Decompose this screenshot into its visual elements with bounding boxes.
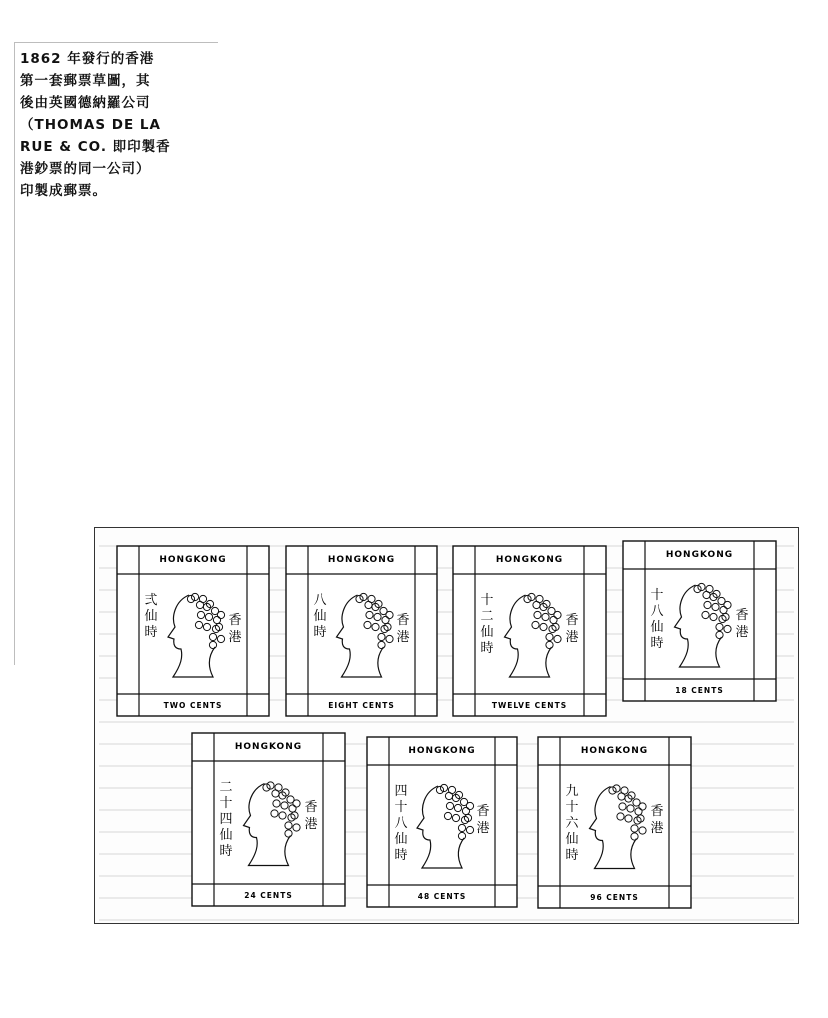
stamp-chinese-value-char: 十 bbox=[219, 796, 233, 811]
stamp-chinese-place-char: 香 bbox=[304, 800, 318, 815]
stamp-value: 24 CENTS bbox=[244, 891, 293, 900]
stamp-sketch-drawing bbox=[95, 528, 798, 923]
stamp-heading: HONGKONG bbox=[580, 746, 649, 756]
stamp-chinese-value-char: 仙 bbox=[565, 832, 579, 847]
stamp-chinese-value-char: 八 bbox=[394, 816, 408, 831]
stamp-chinese-value-char: 八 bbox=[650, 604, 664, 619]
caption-left-rule bbox=[14, 42, 15, 665]
stamp-frame bbox=[538, 737, 691, 908]
caption-top-rule bbox=[14, 42, 218, 43]
stamp-value: 48 CENTS bbox=[417, 892, 467, 901]
stamp-chinese-place-char: 香 bbox=[735, 608, 749, 623]
stamp-value: TWELVE CENTS bbox=[491, 701, 568, 710]
stamp-chinese-place-char: 香 bbox=[228, 613, 242, 628]
stamp-sketch bbox=[286, 546, 437, 716]
stamp-chinese-place-char: 港 bbox=[476, 821, 490, 836]
stamp-value: 18 CENTS bbox=[675, 686, 724, 695]
stamp-heading: HONGKONG bbox=[408, 746, 476, 756]
stamp-frame bbox=[453, 546, 606, 716]
stamp-chinese-place-char: 香 bbox=[476, 804, 490, 819]
stamp-chinese-value-char: 八 bbox=[313, 593, 327, 608]
caption-line: 1862 年發行的香港 bbox=[20, 51, 155, 67]
stamp-heading: HONGKONG bbox=[665, 550, 734, 560]
stamp-chinese-value-char: 二 bbox=[480, 609, 494, 624]
stamp-chinese-value-char: 時 bbox=[219, 844, 233, 859]
stamp-value: TWO CENTS bbox=[163, 701, 223, 710]
stamp-chinese-value-char: 時 bbox=[394, 848, 408, 863]
stamp-chinese-value-char: 六 bbox=[565, 816, 579, 831]
stamp-chinese-value-char: 時 bbox=[313, 625, 327, 640]
stamp-chinese-value-char: 九 bbox=[565, 784, 579, 799]
stamp-chinese-value-char: 十 bbox=[394, 800, 408, 815]
stamp-chinese-value-char: 四 bbox=[394, 784, 408, 799]
stamp-chinese-value-char: 十 bbox=[650, 588, 664, 603]
stamp-chinese-value-char: 仙 bbox=[144, 609, 158, 624]
stamp-frame bbox=[117, 546, 269, 716]
caption-line: 後由英國德納羅公司 bbox=[20, 95, 151, 111]
stamp-chinese-place-char: 港 bbox=[565, 630, 579, 645]
stamp-chinese-place-char: 香 bbox=[565, 613, 579, 628]
stamp-chinese-place-char: 港 bbox=[396, 630, 410, 645]
stamp-chinese-place-char: 港 bbox=[735, 625, 749, 640]
stamp-chinese-place-char: 港 bbox=[304, 817, 318, 832]
caption-line: （THOMAS DE LA bbox=[20, 117, 161, 133]
stamp-chinese-value-char: 十 bbox=[565, 800, 579, 815]
stamp-chinese-place-char: 香 bbox=[650, 804, 664, 819]
stamp-chinese-place-char: 港 bbox=[650, 821, 664, 836]
stamp-chinese-place-char: 香 bbox=[396, 613, 410, 628]
caption-line: 港鈔票的同一公司） bbox=[20, 161, 151, 177]
stamp-heading: HONGKONG bbox=[159, 555, 227, 565]
stamp-sketch bbox=[623, 541, 776, 701]
stamp-chinese-value-char: 時 bbox=[565, 848, 579, 863]
stamp-heading: HONGKONG bbox=[234, 742, 303, 752]
stamp-chinese-place-char: 港 bbox=[228, 630, 242, 645]
stamp-chinese-value-char: 仙 bbox=[313, 609, 327, 624]
stamp-chinese-value-char: 二 bbox=[219, 780, 233, 795]
stamp-sketch bbox=[538, 737, 691, 908]
stamp-chinese-value-char: 仙 bbox=[394, 832, 408, 847]
stamp-sketch bbox=[367, 737, 517, 907]
stamp-chinese-value-char: 仙 bbox=[219, 828, 233, 843]
stamp-chinese-value-char: 弍 bbox=[144, 593, 158, 608]
stamp-frame bbox=[286, 546, 437, 716]
stamp-chinese-value-char: 時 bbox=[650, 636, 664, 651]
caption-line: RUE & CO. 即印製香 bbox=[20, 139, 171, 155]
figure-caption bbox=[20, 48, 200, 202]
stamp-sketch bbox=[453, 546, 606, 716]
stamp-sketch bbox=[192, 733, 345, 906]
stamp-chinese-value-char: 十 bbox=[480, 593, 494, 608]
stamp-chinese-value-char: 四 bbox=[219, 812, 233, 827]
caption-line: 印製成郵票。 bbox=[20, 183, 107, 199]
stamp-sketch bbox=[117, 546, 269, 716]
stamp-chinese-value-char: 仙 bbox=[480, 625, 494, 640]
caption-line: 第一套郵票草圖，其 bbox=[20, 73, 151, 89]
stamp-chinese-value-char: 時 bbox=[144, 625, 158, 640]
stamp-sketch-figure bbox=[94, 527, 799, 924]
stamp-frame bbox=[192, 733, 345, 906]
stamp-chinese-value-char: 仙 bbox=[650, 620, 664, 635]
stamp-chinese-value-char: 時 bbox=[480, 641, 494, 656]
stamp-value: 96 CENTS bbox=[590, 893, 639, 902]
stamp-sketches bbox=[117, 541, 776, 908]
stamp-value: EIGHT CENTS bbox=[328, 701, 395, 710]
stamp-heading: HONGKONG bbox=[495, 555, 564, 565]
stamp-frame bbox=[623, 541, 776, 701]
stamp-heading: HONGKONG bbox=[327, 555, 396, 565]
